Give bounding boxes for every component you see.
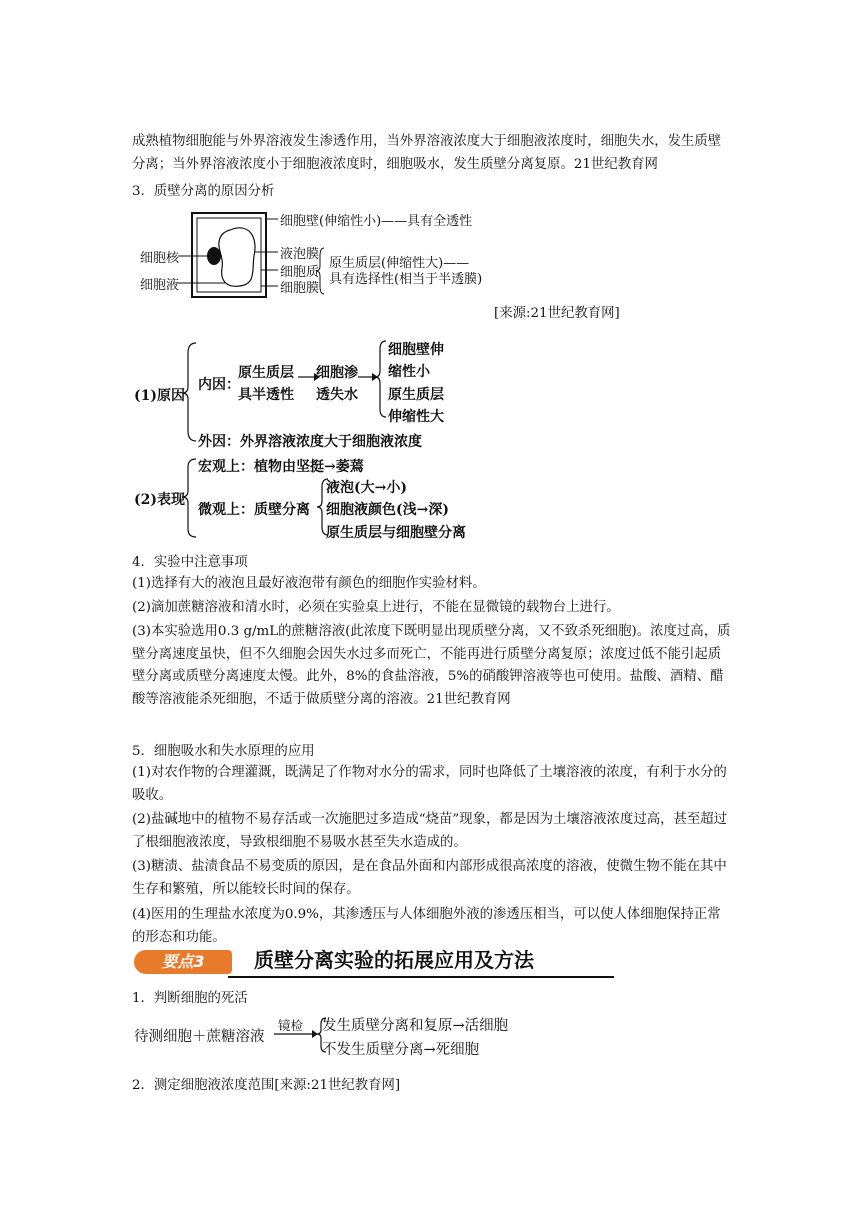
section-5-heading: 5．细胞吸水和失水原理的应用 — [132, 744, 315, 759]
cell-wall-label: 细胞壁(伸缩性小)——具有全透性 — [280, 214, 473, 229]
note-item-2: (2)滴加蔗糖溶液和清水时，必须在实验桌上进行，不能在显微镜的载物台上进行。 — [132, 600, 620, 615]
sign-label: (2)表现 — [134, 492, 185, 508]
app-item-3: (3)糖渍、盐渍食品不易变质的原因，是在食品外面和内部形成很高浓度的溶液，使微生物不能在其中生存和繁殖，所以能较长时间的保存。 — [132, 859, 727, 897]
app-item-2: (2)盐碱地中的植物不易存活或一次施肥过多造成“烧苗”现象，都是因为土壤溶液浓度过高，甚至超过了根细胞液浓度，导致根细胞不易吸水甚至失水造成的。 — [132, 812, 728, 850]
source-note: [来源:21世纪教育网] — [494, 306, 620, 321]
result-2: 缩性小 — [388, 364, 430, 380]
banner-title: 质壁分离实验的拓展应用及方法 — [254, 948, 534, 972]
micro-2: 细胞液颜色(浅→深) — [326, 502, 449, 518]
note-item-3: (3)本实验选用0.3 g/mL的蔗糖溶液(此浓度下既明显出现质壁分离，又不致杀死细胞)。浓度过高，质壁分离速度虽快，但不久细胞会因失水过多而死亡，不能再进行质壁分离复原；浓度过低不能引起质壁分离或质壁分离速度太慢。此外，8%的食盐溶液，5%的硝酸钾溶液等也可使用。盐酸、酒精、醋酸等溶液能杀死细胞，不适于做质壁分离的溶液。21世纪教育网 — [132, 624, 731, 707]
protoplast-label-1: 原生质层(伸缩性大)—— — [329, 256, 470, 271]
inner-a1: 原生质层 — [238, 365, 294, 381]
key-point-badge — [134, 950, 232, 974]
section-4-heading: 4．实验中注意事项 — [132, 555, 248, 570]
inner-b1: 细胞渗 — [316, 365, 358, 381]
key-point-badge-text: 要点3 — [161, 952, 205, 971]
micro-1: 液泡(大→小) — [326, 480, 407, 496]
nucleus-label: 细胞核 — [140, 251, 180, 266]
ext-item-1: 1．判断细胞的死活 — [132, 991, 248, 1006]
result-1: 细胞壁伸 — [388, 342, 444, 358]
outer-cause: 外因：外界溶液浓度大于细胞液浓度 — [198, 434, 422, 450]
app-item-4: (4)医用的生理盐水浓度为0.9%，其渗透压与人体细胞外液的渗透压相当，可以使人体细胞保持正常的形态和功能。 — [132, 907, 721, 945]
cell-sap-label: 细胞液 — [140, 278, 180, 293]
result-4: 伸缩性大 — [388, 409, 444, 425]
result-3: 原生质层 — [388, 387, 444, 403]
formula-result-b: 不发生质壁分离→死细胞 — [322, 1042, 480, 1058]
cell-membrane-label: 细胞膜 — [280, 281, 320, 296]
inner-cause-label: 内因： — [198, 377, 240, 393]
app-item-1: (1)对农作物的合理灌溉，既满足了作物对水分的需求，同时也降低了土壤溶液的浓度，有利于水分的吸收。 — [132, 765, 727, 803]
ext-item-2: 2．测定细胞液浓度范围[来源:21世纪教育网] — [132, 1078, 401, 1093]
formula-result-a: 发生质壁分离和复原→活细胞 — [322, 1018, 509, 1034]
macro-sign: 宏观上：植物由坚挺→萎蔫 — [198, 459, 364, 475]
banner-underline — [228, 976, 614, 978]
micro-sign: 微观上：质壁分离 — [198, 502, 310, 518]
cause-label: (1)原因 — [134, 388, 185, 404]
formula-left: 待测细胞＋蔗糖溶液 — [134, 1029, 265, 1045]
inner-b2: 透失水 — [316, 387, 358, 403]
inner-a2: 具半透性 — [238, 387, 294, 403]
note-item-1: (1)选择有大的液泡且最好液泡带有颜色的细胞作实验材料。 — [132, 576, 486, 591]
micro-3: 原生质层与细胞壁分离 — [326, 525, 466, 541]
protoplast-label-2: 具有选择性(相当于半透膜) — [329, 272, 483, 287]
section-3-heading: 3．质壁分离的原因分析 — [132, 184, 275, 199]
intro-paragraph: 成熟植物细胞能与外界溶液发生渗透作用，当外界溶液浓度大于细胞液浓度时，细胞失水，发生质壁分离；当外界溶液浓度小于细胞液浓度时，细胞吸水，发生质壁分离复原。21世纪教育网 — [132, 134, 722, 172]
key-point-banner — [132, 946, 614, 976]
vacuole-membrane-label: 液泡膜 — [280, 247, 320, 262]
formula-arrow-label: 镜检 — [278, 1018, 304, 1033]
cytoplasm-label: 细胞质 — [280, 265, 320, 280]
